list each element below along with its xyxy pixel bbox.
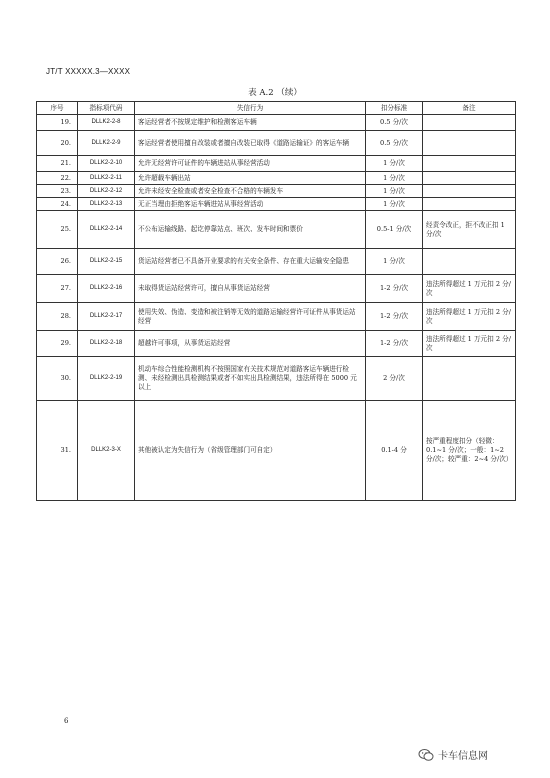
row-number: 19.	[37, 115, 78, 131]
table-row	[37, 115, 516, 131]
header-points: 扣分标准	[366, 102, 423, 115]
row-number: 21.	[37, 156, 78, 172]
row-points: 1 分/次	[366, 156, 423, 172]
row-action: 机动车综合性能检测机构不按照国家有关技术规范对道路客运车辆进行检测、未经检测出具检测结果或者不如实出具检测结果，违法所得在 5000 元以上	[135, 357, 366, 401]
row-code: DLLK2-2-18	[78, 331, 135, 357]
row-action: 其他被认定为失信行为（省级管理部门可自定）	[135, 401, 366, 501]
row-action: 未取得货运站经营许可，擅自从事货运站经营	[135, 275, 366, 303]
row-action: 允许超载车辆出站	[135, 172, 366, 185]
row-action: 不公布运输线路、起讫停靠站点、班次、发车时间和票价	[135, 211, 366, 249]
row-points: 1-2 分/次	[366, 275, 423, 303]
row-action: 允许未经安全检查或者安全检查不合格的车辆发车	[135, 185, 366, 198]
row-action: 无正当理由拒绝客运车辆进站从事经营活动	[135, 198, 366, 211]
row-note	[423, 198, 516, 211]
row-code: DLLK2-2-11	[78, 172, 135, 185]
row-number: 30.	[37, 357, 78, 401]
row-number: 27.	[37, 275, 78, 303]
row-code: DLLK2-2-9	[78, 131, 135, 156]
header-number: 序号	[37, 102, 78, 115]
table-row	[37, 131, 516, 156]
row-points: 0.5-1 分/次	[366, 211, 423, 249]
row-code: DLLK2-3-X	[78, 401, 135, 501]
row-note: 违法所得超过 1 万元扣 2 分/次	[423, 303, 516, 331]
row-note	[423, 172, 516, 185]
watermark-text: 卡车信息网	[438, 751, 488, 762]
row-note: 违法所得超过 1 万元扣 2 分/次	[423, 331, 516, 357]
table-row	[37, 249, 516, 275]
table-row	[37, 198, 516, 211]
row-points: 1-2 分/次	[366, 303, 423, 331]
row-code: DLLK2-2-8	[78, 115, 135, 131]
row-action: 客运经营者使用擅自改装或者擅自改装已取得《道路运输证》的客运车辆	[135, 131, 366, 156]
table-row	[37, 331, 516, 357]
row-code: DLLK2-2-15	[78, 249, 135, 275]
row-points: 1-2 分/次	[366, 331, 423, 357]
row-points: 0.5 分/次	[366, 131, 423, 156]
header-code: 指标项代码	[78, 102, 135, 115]
row-number: 20.	[37, 131, 78, 156]
wechat-icon	[418, 748, 434, 762]
page-number: 6	[64, 717, 69, 725]
table-row	[37, 185, 516, 198]
row-code: DLLK2-2-13	[78, 198, 135, 211]
row-code: DLLK2-2-16	[78, 275, 135, 303]
table-row	[37, 401, 516, 501]
header-note: 备注	[423, 102, 516, 115]
row-action: 超越许可事项，从事货运站经营	[135, 331, 366, 357]
row-number: 28.	[37, 303, 78, 331]
table-row	[37, 156, 516, 172]
row-note	[423, 131, 516, 156]
row-note	[423, 249, 516, 275]
row-note: 按严重程度扣分（轻微：0.1~1 分/次；一般：1~2 分/次；较严重：2~4 分/次）	[423, 401, 516, 501]
row-action: 允许无经营许可证件的车辆进站从事经营活动	[135, 156, 366, 172]
row-number: 31.	[37, 401, 78, 501]
table-header-row	[37, 102, 516, 115]
row-number: 26.	[37, 249, 78, 275]
row-note	[423, 156, 516, 172]
row-points: 1 分/次	[366, 198, 423, 211]
row-note	[423, 357, 516, 401]
row-points: 0.1-4 分	[366, 401, 423, 501]
table-row	[37, 303, 516, 331]
table-title: 表 A.2 （续）	[248, 88, 302, 98]
row-code: DLLK2-2-12	[78, 185, 135, 198]
row-number: 23.	[37, 185, 78, 198]
header-action: 失信行为	[135, 102, 366, 115]
row-note: 经责令改正，拒不改正扣 1 分/次	[423, 211, 516, 249]
document-code: JT/T XXXXX.3—XXXX	[46, 67, 131, 76]
watermark	[418, 747, 488, 762]
table-row	[37, 211, 516, 249]
row-code: DLLK2-2-17	[78, 303, 135, 331]
row-number: 22.	[37, 172, 78, 185]
violation-table	[36, 101, 516, 501]
row-note: 违法所得超过 1 万元扣 2 分/次	[423, 275, 516, 303]
row-code: DLLK2-2-10	[78, 156, 135, 172]
row-points: 1 分/次	[366, 185, 423, 198]
row-points: 1 分/次	[366, 249, 423, 275]
table-row	[37, 357, 516, 401]
row-number: 25.	[37, 211, 78, 249]
row-number: 29.	[37, 331, 78, 357]
row-code: DLLK2-2-14	[78, 211, 135, 249]
row-points: 0.5 分/次	[366, 115, 423, 131]
row-code: DLLK2-2-19	[78, 357, 135, 401]
row-points: 1 分/次	[366, 172, 423, 185]
row-action: 货运站经营者已不具备开业要求的有关安全条件、存在重大运输安全隐患	[135, 249, 366, 275]
row-note	[423, 185, 516, 198]
table-row	[37, 172, 516, 185]
row-points: 2 分/次	[366, 357, 423, 401]
row-number: 24.	[37, 198, 78, 211]
table-row	[37, 275, 516, 303]
row-action: 使用失效、伪造、变造和被注销等无效的道路运输经营许可证件从事货运站经营	[135, 303, 366, 331]
row-note	[423, 115, 516, 131]
row-action: 客运经营者不按规定维护和检测客运车辆	[135, 115, 366, 131]
